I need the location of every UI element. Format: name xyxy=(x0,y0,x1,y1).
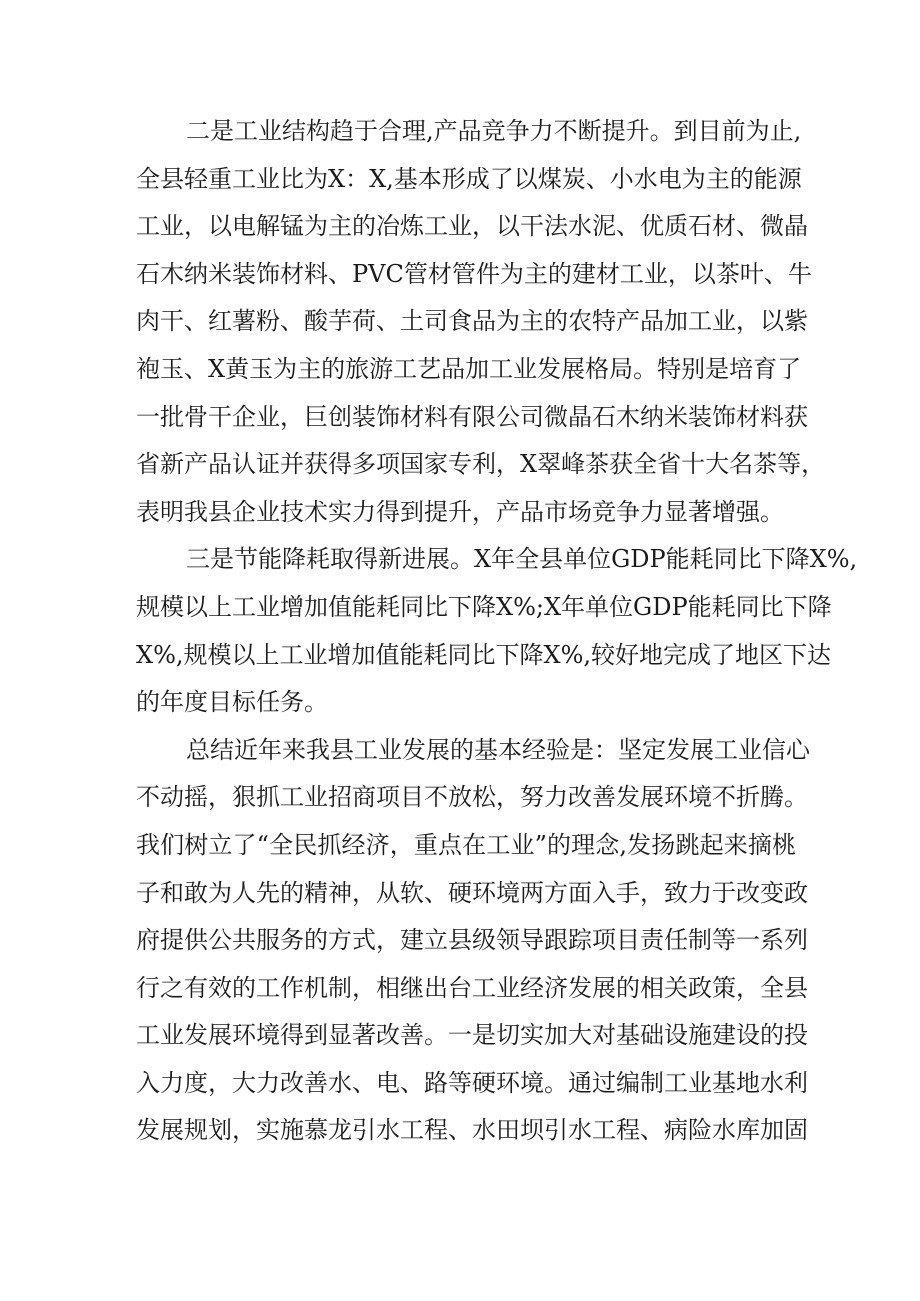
paragraph-line: 的年度目标任务。 xyxy=(136,688,328,717)
paragraph-line: 袍玉、X黄玉为主的旅游工艺品加工业发展格局。特别是培育了 xyxy=(136,354,802,383)
paragraph-line: X%,规模以上工业增加值能耗同比下降X%,较好地完成了地区下达 xyxy=(136,640,832,669)
paragraph-line: 省新产品认证并获得多项国家专利，X翠峰茶获全省十大名茶等， xyxy=(136,450,826,479)
paragraph-line: 工业，以电解锰为主的冶炼工业，以干法水泥、优质石材、微晶 xyxy=(136,212,808,241)
paragraph-line: 二是工业结构趋于合理,产品竞争力不断提升。到目前为止, xyxy=(186,117,802,145)
paragraph-line: 石木纳米装饰材料、PVC管材管件为主的建材工业，以茶叶、牛 xyxy=(136,259,812,288)
paragraph-line: 全县轻重工业比为X：X,基本形成了以煤炭、小水电为主的能源 xyxy=(136,164,802,193)
paragraph-industrial-structure xyxy=(136,108,826,536)
paragraph-basic-experience xyxy=(136,727,810,1155)
paragraph-line: 发展规划，实施慕龙引水工程、水田坝引水工程、病险水库加固 xyxy=(136,1116,808,1145)
paragraph-line: 我们树立了“全民抓经济，重点在工业”的理念,发扬跳起来摘桃 xyxy=(136,830,796,859)
paragraph-line: 不动摇，狠抓工业招商项目不放松，努力改善发展环境不折腾。 xyxy=(136,783,808,812)
paragraph-line: 子和敢为人先的精神，从软、硬环境两方面入手，致力于改变政 xyxy=(136,878,808,907)
paragraph-line: 总结近年来我县工业发展的基本经验是：坚定发展工业信心 xyxy=(186,735,810,764)
paragraph-line: 府提供公共服务的方式，建立县级领导跟踪项目责任制等一系列 xyxy=(136,926,808,955)
paragraph-line: 规模以上工业增加值能耗同比下降X%;X年单位GDP能耗同比下降 xyxy=(136,592,832,621)
paragraph-line: 三是节能降耗取得新进展。X年全县单位GDP能耗同比下降X%, xyxy=(186,545,858,574)
paragraph-line: 工业发展环境得到显著改善。一是切实加大对基础设施建设的投 xyxy=(136,1021,808,1050)
paragraph-line: 肉干、红薯粉、酸芋荷、土司食品为主的农特产品加工业，以紫 xyxy=(136,307,808,336)
paragraph-line: 一批骨干企业，巨创装饰材料有限公司微晶石木纳米装饰材料获 xyxy=(136,402,808,431)
paragraph-energy-saving xyxy=(136,536,858,726)
document-body xyxy=(136,108,858,1155)
paragraph-line: 入力度，大力改善水、电、路等硬环境。通过编制工业基地水利 xyxy=(136,1068,808,1097)
paragraph-line: 行之有效的工作机制，相继出台工业经济发展的相关政策，全县 xyxy=(136,973,808,1002)
paragraph-line: 表明我县企业技术实力得到提升，产品市场竞争力显著增强。 xyxy=(136,497,784,526)
